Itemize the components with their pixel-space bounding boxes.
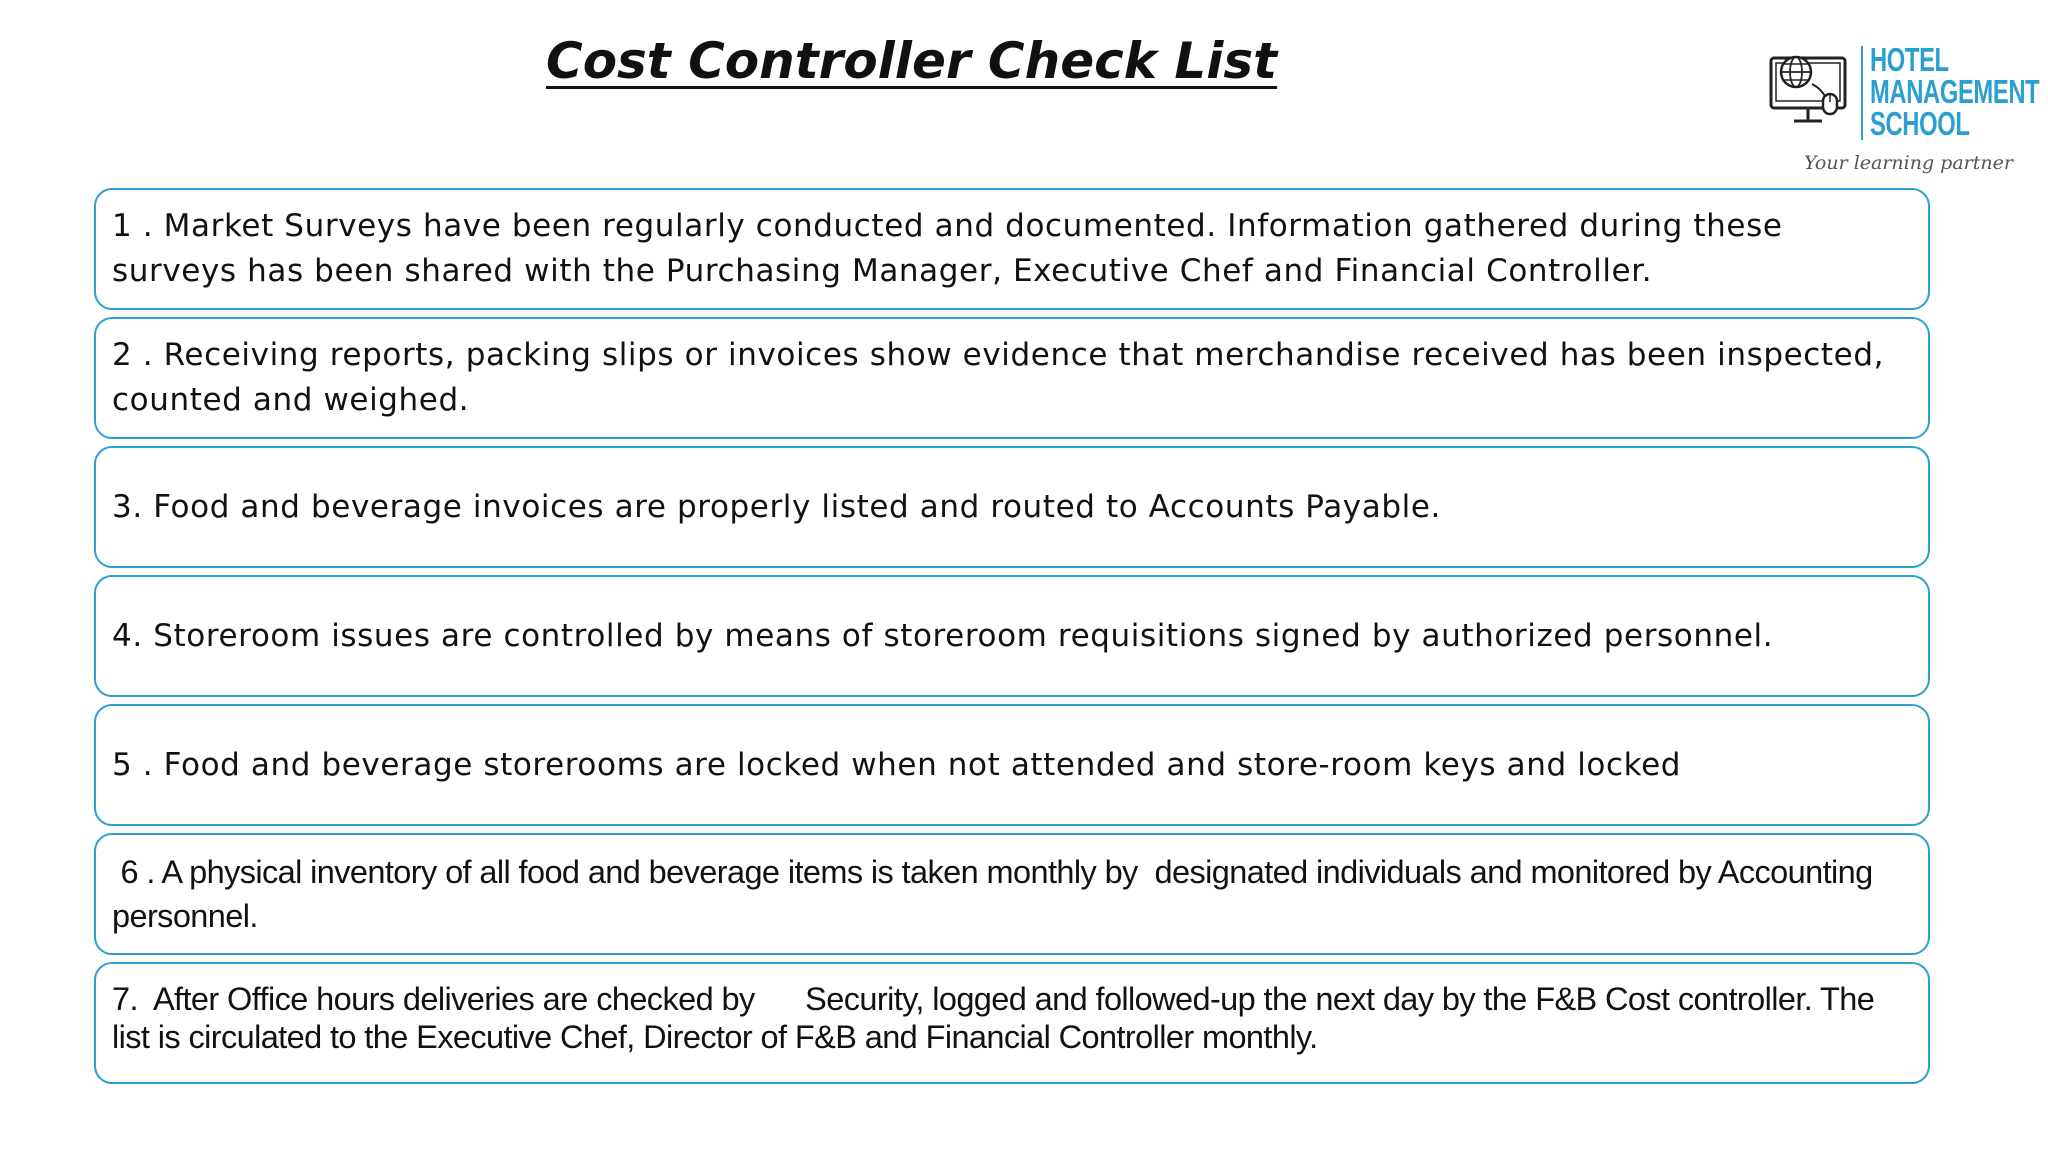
school-logo: [1726, 30, 2046, 190]
page-title: Cost Controller Check List: [546, 32, 1278, 90]
computer-globe-icon: [1768, 44, 1860, 140]
logo-line-hotel: HOTEL: [1870, 41, 1949, 78]
checklist-item-text: 5 . Food and beverage storerooms are locked when not attended and store-room keys and locked: [112, 746, 1682, 783]
logo-wordmark: [1870, 41, 2040, 142]
logo-divider: [1861, 46, 1863, 140]
checklist-item-text: 6 . A physical inventory of all food and beverage items is taken monthly by designated individuals and monitored by Accounting personnel.: [112, 854, 1882, 934]
checklist-item-text: 3. Food and beverage invoices are properly listed and routed to Accounts Payable.: [112, 488, 1441, 525]
checklist-item-4: [94, 575, 1930, 697]
logo-line-school: SCHOOL: [1870, 105, 1970, 142]
checklist-item-7: [94, 962, 1930, 1084]
checklist-item-5: [94, 704, 1930, 826]
checklist-item-text: 4. Storeroom issues are controlled by means of storeroom requisitions signed by authorized personnel.: [112, 617, 1774, 654]
checklist-item-2: [94, 317, 1930, 439]
checklist-item-text: 1 . Market Surveys have been regularly conducted and documented. Information gathered during these surveys has been shared with the Purchasing Manager, Executive Chef and Financial Controller.: [112, 208, 1783, 289]
checklist-item-text: 7. After Office hours deliveries are checked by Security, logged and followed-up the next day by the F&B Cost controller. The list is circulated to the Executive Chef, Director of F&B and Financial Controller monthly.: [112, 981, 1883, 1055]
logo-tagline: Your learning partner: [1804, 152, 2013, 174]
checklist-item-3: [94, 446, 1930, 568]
checklist-item-1: [94, 188, 1930, 310]
checklist-item-6: [94, 833, 1930, 955]
logo-line-management: MANAGEMENT: [1870, 73, 2040, 110]
checklist-item-text: 2 . Receiving reports, packing slips or invoices show evidence that merchandise received has been inspected, counted and weighed.: [112, 337, 1885, 418]
